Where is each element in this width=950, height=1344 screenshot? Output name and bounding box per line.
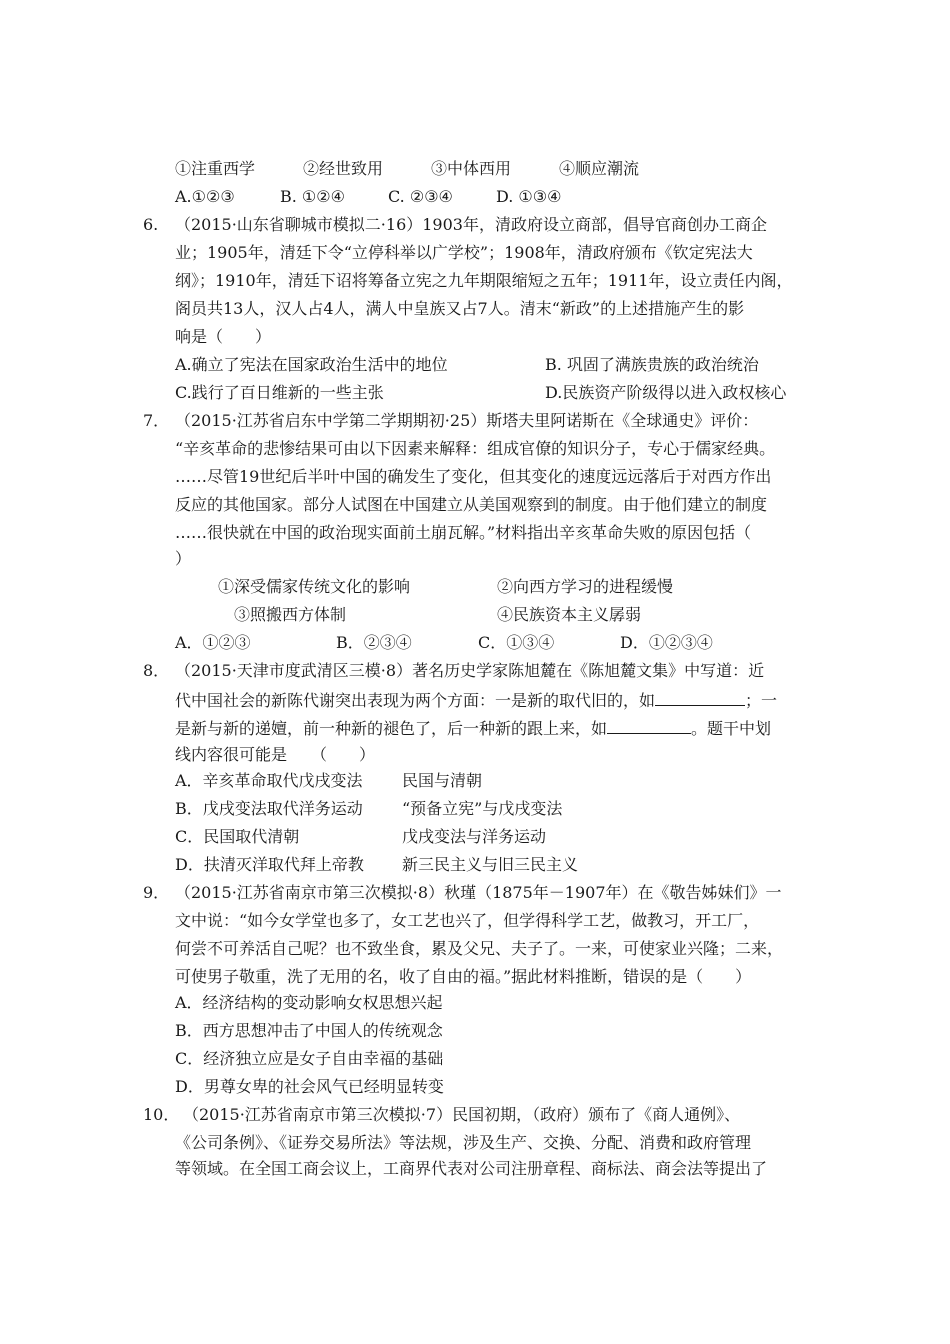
q7-statement-2: ②向西方学习的进程缓慢 [497, 577, 674, 596]
q7-stem-line: ……很快就在中国的政治现实面前土崩瓦解。”材料指出辛亥革命失败的原因包括（ [175, 523, 752, 542]
q10-number: 10． [143, 1105, 180, 1124]
q9-stem-line: 文中说：“如今女学堂也多了，女工艺也兴了，但学得科学工艺，做教习，开工厂， [175, 911, 760, 930]
q7-statement-3: ③照搬西方体制 [234, 605, 347, 624]
q8-blank-1 [655, 689, 745, 706]
q8-stem-text: 是新与新的递嬗，前一种新的褪色了，后一种新的跟上来，如 [175, 719, 608, 738]
q7-choice-d: D．①②③④ [620, 633, 713, 652]
q9-stem-line: 可使男子敬重，洗了无用的名，收了自由的福。”据此材料推断，错误的是（ ） [175, 967, 752, 986]
q8-choice-c: C．民国取代清朝 [175, 827, 300, 846]
q9-choice-c: C．经济独立应是女子自由幸福的基础 [175, 1049, 444, 1068]
q10-stem-line: 等领域。在全国工商会议上，工商界代表对公司注册章程、商标法、商会法等提出了 [175, 1159, 768, 1178]
q6-number: 6. [143, 215, 159, 234]
q8-number: 8． [143, 661, 170, 680]
q6-stem-line: （2015·山东省聊城市模拟二·16）1903年，清政府设立商部，倡导官商创办工商企 [175, 215, 767, 234]
q8-stem-line [175, 689, 777, 711]
q6-stem-line: 响是（ ） [175, 327, 272, 346]
q5-choice-b: B. ①②④ [280, 187, 345, 206]
q5-choice-a: A.①②③ [175, 187, 235, 206]
q9-number: 9． [143, 883, 170, 902]
q6-choice-a: A.确立了宪法在国家政治生活中的地位 [175, 355, 448, 374]
q7-stem-line: （2015·江苏省启东中学第二学期期初·25）斯塔夫里阿诺斯在《全球通史》评价： [175, 411, 759, 430]
q6-choice-d: D.民族资产阶级得以进入政权核心 [545, 383, 787, 402]
q7-number: 7． [143, 411, 170, 430]
q8-blank-2 [607, 717, 691, 734]
q8-stem-line [175, 717, 771, 739]
q8-choice-c-pair: 戊戌变法与洋务运动 [402, 827, 547, 846]
q7-statement-4: ④民族资本主义孱弱 [497, 605, 642, 624]
q8-choice-d: D．扶清灭洋取代拜上帝教 [175, 855, 364, 874]
q8-stem-text: 。题干中划 [691, 719, 772, 738]
q9-choice-b: B．西方思想冲击了中国人的传统观念 [175, 1021, 443, 1040]
q8-stem-text: 代中国社会的新陈代谢突出表现为两个方面：一是新的取代旧的，如 [175, 691, 656, 710]
q9-stem-line: （2015·江苏省南京市第三次模拟·8）秋瑾（1875年－1907年）在《敬告姊妹们》一 [175, 883, 782, 902]
q9-stem-line: 何尝不可养活自己呢？也不致坐食，累及父兄、夫子了。一来，可使家业兴隆；二来， [175, 939, 784, 958]
q8-choice-d-pair: 新三民主义与旧三民主义 [402, 855, 579, 874]
q9-choice-a: A．经济结构的变动影响女权思想兴起 [175, 993, 443, 1012]
q7-choice-a: A．①②③ [175, 633, 251, 652]
q8-stem-text: ；一 [745, 691, 778, 710]
q6-choice-b: B. 巩固了满族贵族的政治统治 [545, 355, 759, 374]
q8-choice-b: B．戊戌变法取代洋务运动 [175, 799, 363, 818]
q7-statement-1: ①深受儒家传统文化的影响 [218, 577, 411, 596]
q7-stem-line: ） [175, 549, 192, 568]
q6-stem-line: 阁员共13人，汉人占4人，满人中皇族又占7人。清末“新政”的上述措施产生的影 [175, 299, 745, 318]
q5-choice-d: D. ①③④ [496, 187, 562, 206]
q7-choice-c: C．①③④ [478, 633, 555, 652]
q8-choice-a: A．辛亥革命取代戊戌变法 [175, 771, 363, 790]
q7-stem-line: “辛亥革命的悲惨结果可由以下因素来解释：组成官僚的知识分子，专心于儒家经典。 [175, 439, 776, 458]
q8-stem-line: （2015·天津市度武清区三模·8）著名历史学家陈旭麓在《陈旭麓文集》中写道：近 [175, 661, 765, 680]
q9-choice-d: D．男尊女卑的社会风气已经明显转变 [175, 1077, 444, 1096]
q8-stem-line: 线内容很可能是 （ ） [175, 745, 376, 764]
q6-stem-line: 纲》；1910年，清廷下诏将筹备立宪之九年期限缩短之五年；1911年，设立责任内阁， [175, 271, 793, 290]
q10-stem-line: （2015·江苏省南京市第三次模拟·7）民国初期，（政府）颁布了《商人通例》、 [183, 1105, 741, 1124]
q8-choice-b-pair: “预备立宪”与戊戌变法 [402, 799, 563, 818]
q7-choice-b: B．②③④ [336, 633, 412, 652]
q7-stem-line: ……尽管19世纪后半叶中国的确发生了变化，但其变化的速度远远落后于对西方作出 [175, 467, 772, 486]
q10-stem-line: 《公司条例》、《证券交易所法》等法规，涉及生产、交换、分配、消费和政府管理 [175, 1133, 752, 1152]
q6-choice-c: C.践行了百日维新的一些主张 [175, 383, 384, 402]
q5-statement-options: ①注重西学 ②经世致用 ③中体西用 ④顺应潮流 [175, 159, 640, 178]
q8-choice-a-pair: 民国与清朝 [402, 771, 483, 790]
q7-stem-line: 反应的其他国家。部分人试图在中国建立从美国观察到的制度。由于他们建立的制度 [175, 495, 768, 514]
q6-stem-line: 业；1905年，清廷下令“立停科举以广学校”；1908年，清政府颁布《钦定宪法大 [175, 243, 753, 262]
q5-choice-c: C. ②③④ [388, 187, 453, 206]
